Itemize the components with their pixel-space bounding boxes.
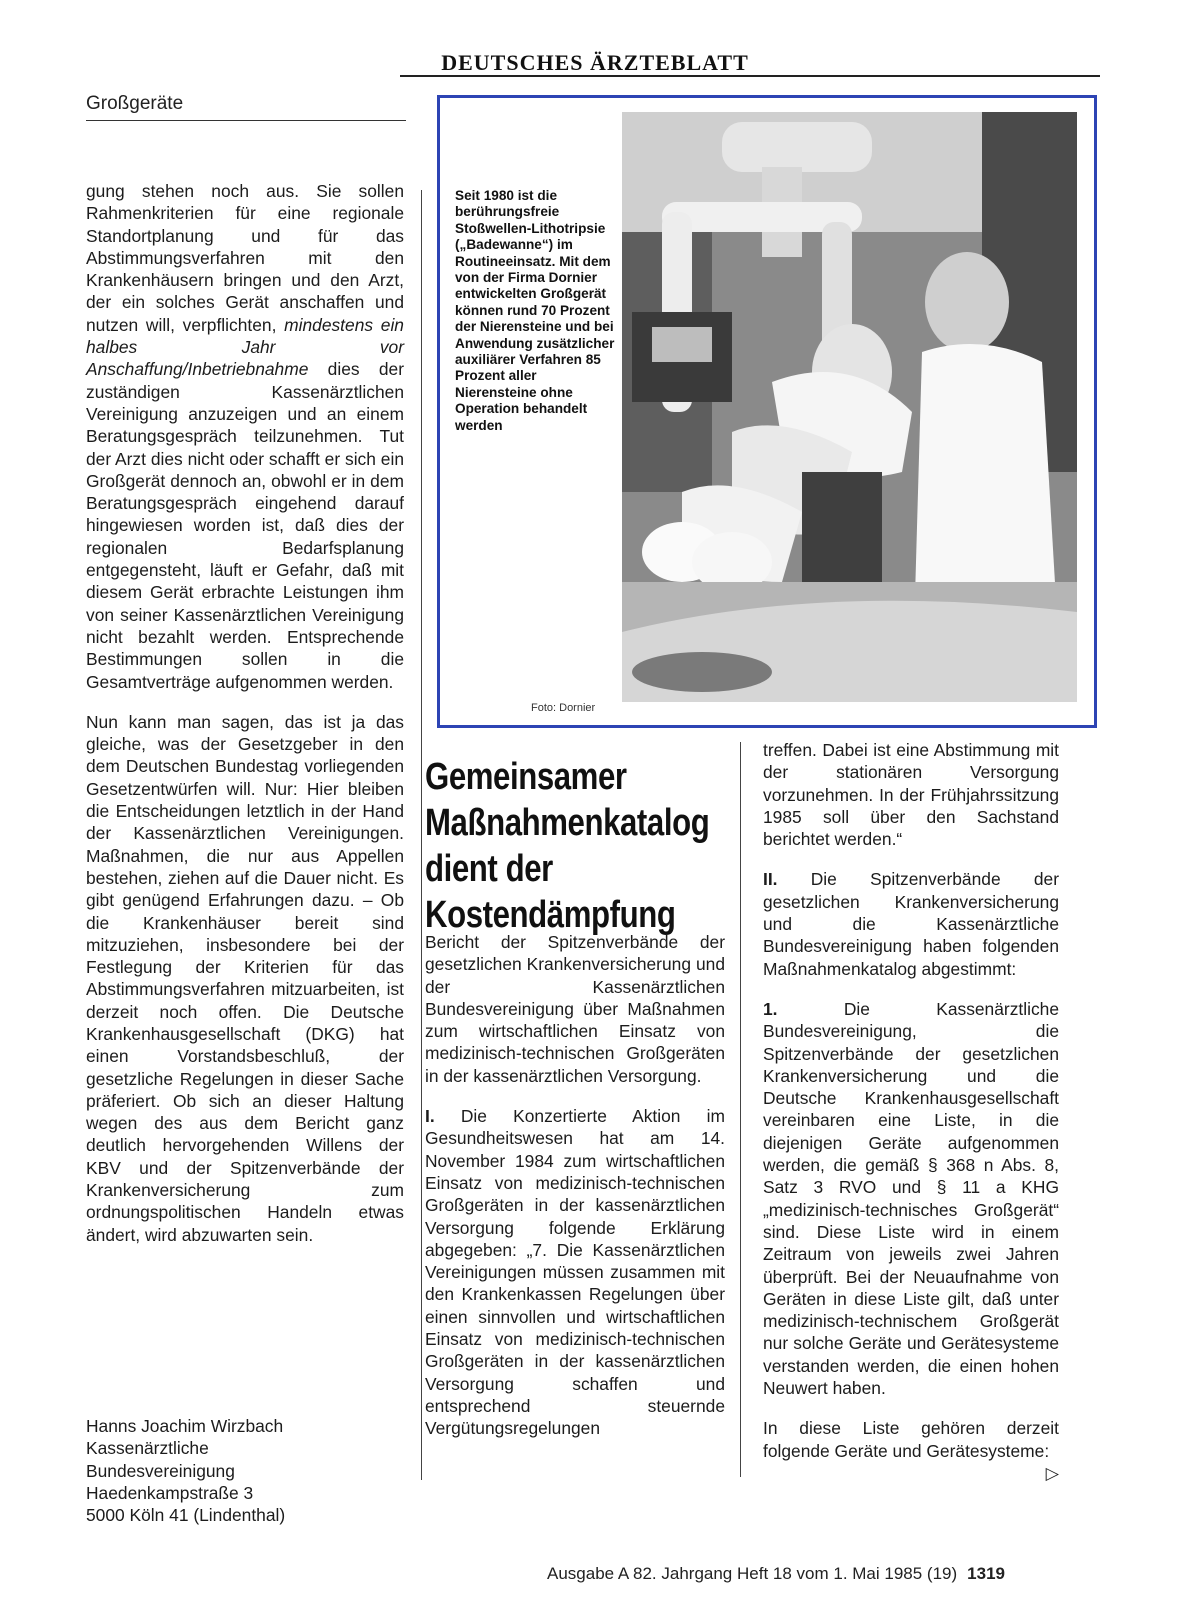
page-footer [547, 1564, 1005, 1584]
author-signature: Hanns Joachim Wirzbach Kassenärztliche Bundesvereinigung Haedenkampstraße 3 5000 Köln 41 (Lindenthal) [86, 1416, 286, 1526]
photo-caption: Seit 1980 ist die berührungsfreie Stoßwellen-Lithotripsie („Badewanne“) im Routineeinsatz. Mit dem von der Firma Dornier entwickelten Großgerät können rund 70 Prozent der Nierensteine und bei Anwendung zusätzlicher auxiliärer Verfahren 85 Prozent aller Nierensteine ohne Operation behandelt werden [455, 188, 615, 433]
right-column [763, 739, 1059, 1484]
lithotripsy-photo [622, 112, 1077, 702]
section-label: Großgeräte [86, 93, 184, 114]
section-3: 1. Die Kassenärztliche Bundesvereinigung, die Spitzenverbände der gesetzlichen Krankenversicherung und die Deutsche Krankenhausgesellschaft vereinbaren eine Liste, in die diejenigen Geräte aufgenommen werden, die gemäß § 368 n Abs. 8, Satz 3 RVO und § 11 a KHG „medizinisch-technisches Großgerät“ sind. Diese Liste wird in einem Zeitraum von jeweils zwei Jahren überprüft. Bei der Neuaufnahme von Geräten in diese Liste gilt, daß unter medizinisch-technischem Großgerät nur solche Geräte und Gerätesysteme verstanden werden, die einen hohen Neuwert haben. [763, 998, 1059, 1399]
section-1: I. Die Konzertierte Aktion im Gesundheitswesen hat am 14. November 1984 zum wirtschaftlichen Einsatz von medizinisch-technischen Großgeräten in der kassenärztlichen Versorgung folgende Erklärung abgegeben: „7. Die Kassenärztlichen Vereinigungen müssen zusammen mit den Krankenkassen Regelungen über einen sinnvollen und wirtschaftlichen Einsatz von medizinisch-technischen Großgeräten in der kassenärztlichen Versorgung schaffen und entsprechend steuernde Vergütungsregelungen [425, 1106, 725, 1439]
continue-arrow-icon: ▷ [1045, 1462, 1059, 1483]
masthead-rule [400, 75, 1100, 77]
left-paragraph-1: gung stehen noch aus. Sie sollen Rahmenkriterien für eine regionale Standortplanung und für das Abstimmungsverfahren mit den Krankenhäusern bringen und den Arzt, der ein solches Gerät anschaffen und nutzen will, verpflichten, mindestens ein halbes Jahr vor Anschaffung/Inbetriebnahme dies der zuständigen Kassenärztlichen Vereinigung anzuzeigen und an einem Beratungsgespräch teilzunehmen. Tut der Arzt dies nicht oder schafft er sich ein Großgerät dennoch an, obwohl er in dem Beratungsgespräch eingehend darauf hingewiesen worden ist, daß dies der regionalen Bedarfsplanung entgegensteht, läuft er Gefahr, daß mit diesem Gerät erbrachte Leistungen ihm von seiner Kassenärztlichen Vereinigung nicht bezahlt werden. Entsprechende Bestimmungen sollen in die Gesamtverträge aufgenommen werden. [86, 181, 404, 692]
left-paragraph-2: Nun kann man sagen, das ist ja das gleiche, was der Gesetzgeber in den dem Deutschen Bundestag vorliegenden Gesetzentwürfen will. Nur: Hier bleiben die Entscheidungen letztlich in der Hand der Kassenärztlichen Vereinigungen. Maßnahmen, die nur aus Appellen bestehen, ziehen auf die Dauer nicht. Es gibt genügend Erfahrungen dazu. – Ob die Krankenhäuser bereit sind mitzuziehen, insbesondere bei der Festlegung der Kriterien für das Abstimmungsverfahren mitzuarbeiten, ist derzeit noch offen. Die Deutsche Krankenhausgesellschaft (DKG) hat einen Vorstandsbeschluß, der gesetzliche Regelungen in dieser Sache präferiert. Ob sich an dieser Haltung wegen des aus dem Bericht ganz deutlich hervorgehenden Willens der KBV und der Spitzenverbände der Krankenversicherung zum ordnungspolitischen Handeln etwas ändert, wird abzuwarten sein. [86, 711, 404, 1245]
emphasis-text: mindestens ein halbes Jahr vor Anschaffung/Inbetriebnahme [86, 314, 404, 380]
article-intro: Bericht der Spitzenverbände der gesetzlichen Krankenversicherung und der Kassenärztlichen Bundesvereinigung über Maßnahmen zum wirtschaftlichen Einsatz von medizinisch-technischen Großgeräten in der kassenärztlichen Versorgung. [425, 932, 725, 1086]
page-number: 1319 [967, 1564, 1005, 1583]
middle-column [425, 931, 725, 1440]
section-2: II. Die Spitzenverbände der gesetzlichen Krankenversicherung und die Kassenärztliche Bundesvereinigung haben folgenden Maßnahmenkatalog abgestimmt: [763, 869, 1059, 979]
right-paragraph-list: In diese Liste gehören derzeit folgende Geräte und Gerätesysteme: ▷ [763, 1418, 1059, 1483]
column-divider-left [421, 190, 422, 1480]
left-column [86, 180, 404, 1246]
column-divider-right [740, 742, 741, 1477]
edition-info: Ausgabe A 82. Jahrgang Heft 18 vom 1. Mai 1985 (19) [547, 1564, 958, 1583]
section-rule [86, 120, 406, 121]
photo-credit: Foto: Dornier [531, 702, 596, 714]
article-headline: Gemeinsamer Maßnahmenkatalog dient der Kostendämpfung [425, 756, 710, 936]
right-paragraph-continued: treffen. Dabei ist eine Abstimmung mit der stationären Versorgung vorzunehmen. In der Frühjahrssitzung 1985 soll über den Sachstand berichtet werden.“ [763, 740, 1059, 850]
journal-title: DEUTSCHES ÄRZTEBLATT [441, 50, 749, 75]
